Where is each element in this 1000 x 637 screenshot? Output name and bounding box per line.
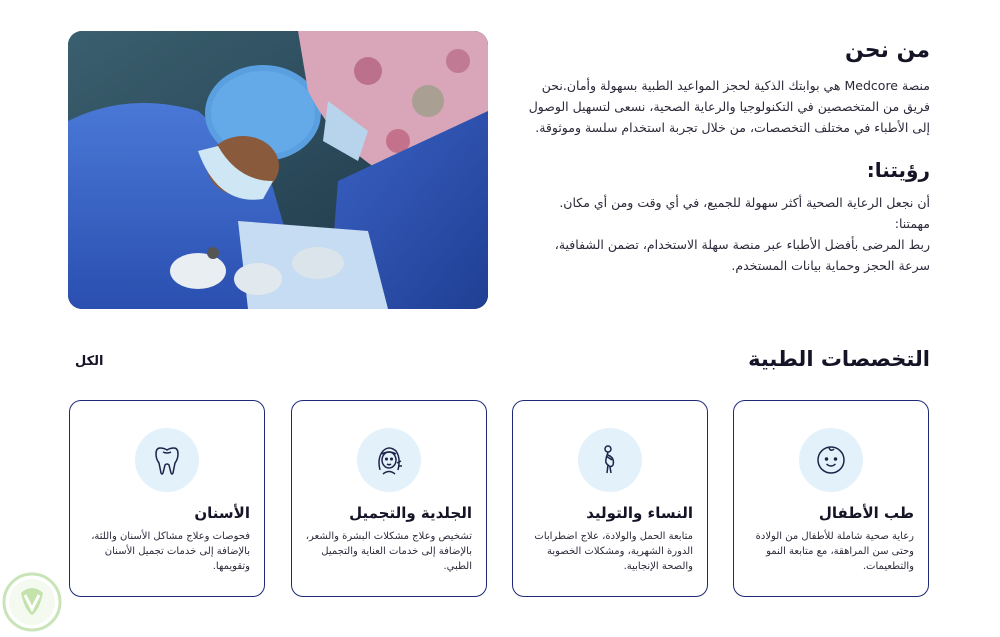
specialty-desc: متابعة الحمل والولادة، علاج اضطرابات الدورة الشهرية، ومشكلات الخصوبة والصحة الإنجابية. [534,531,693,572]
vision-text: أن نجعل الرعاية الصحية أكثر سهولة للجميع، في أي وقت ومن أي مكان. [559,195,930,210]
specialties-title: التخصصات الطبية [748,347,930,371]
view-all-link[interactable]: الكل [75,354,104,369]
specialty-title: النساء والتوليد [586,504,693,522]
watermark-logo [1,571,63,633]
specialty-title: الجلدية والتجميل [349,504,472,522]
specialty-card-dermatology[interactable] [291,400,487,597]
about-body: منصة Medcore هي بوابتك الذكية لحجز المواعيد الطبية بسهولة وأمان.نحن فريق من المتخصصين في التكنولوجيا والرعاية الصحية، نسعى لتسهيل الوصول إلى الأطباء في مختلف التخصصات، من خلال تجربة استخدام سلسة وموثوقة. [528,78,930,135]
pregnant-woman-icon [578,428,642,492]
tooth-icon [135,428,199,492]
specialty-title: الأسنان [194,504,250,522]
specialty-card-pediatrics[interactable] [733,400,929,597]
specialty-desc: فحوصات وعلاج مشاكل الأسنان واللثة، بالإضافة إلى خدمات تجميل الأسنان وتقويمها. [91,531,250,572]
specialty-title: طب الأطفال [818,504,914,522]
mission-label: مهمتنا: [894,216,930,231]
hero-surgery-image [68,31,488,309]
specialty-desc: تشخيص وعلاج مشكلات البشرة والشعر، بالإضافة إلى خدمات العناية والتجميل الطبي. [305,531,472,572]
specialty-desc: رعاية صحية شاملة للأطفال من الولادة وحتى سن المراهقة، مع متابعة النمو والتطعيمات. [755,531,914,572]
about-heading: من نحن [845,38,930,63]
specialty-card-dentistry[interactable] [69,400,265,597]
mission-text: ربط المرضى بأفضل الأطباء عبر منصة سهلة الاستخدام، تضمن الشفافية، سرعة الحجز وحماية بيانات المستخدم. [554,237,930,273]
woman-face-icon [357,428,421,492]
baby-face-icon [799,428,863,492]
vision-heading: رؤيتنا: [866,158,930,182]
about-section [520,38,930,276]
specialty-card-obgyn[interactable] [512,400,708,597]
